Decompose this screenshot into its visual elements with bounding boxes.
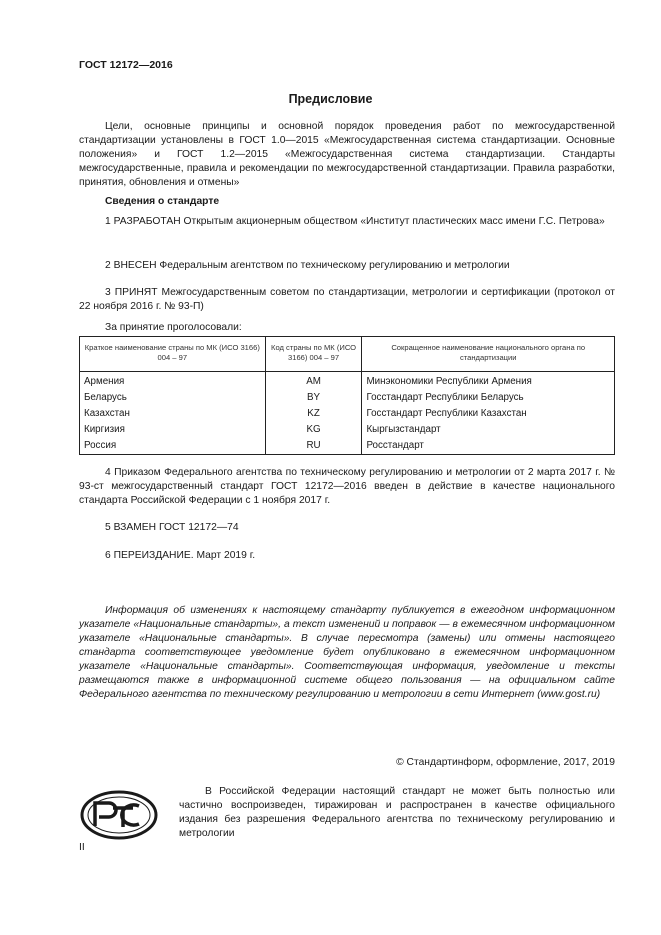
- standards-body: Минэкономики Республики Армения: [362, 372, 615, 391]
- item-introduced: 2 ВНЕСЕН Федеральным агентством по техническому регулированию и метрологии: [105, 260, 510, 271]
- table-row: [80, 390, 615, 406]
- item-reissue: 6 ПЕРЕИЗДАНИЕ. Март 2019 г.: [105, 550, 256, 561]
- header-standards-body: Сокращенное наименование национального органа по стандартизации: [362, 337, 615, 372]
- item-adopted: 3 ПРИНЯТ Межгосударственным советом по стандартизации, метрологии и сертификации (протокол от 22 ноября 2016 г. № 93-П): [79, 287, 615, 312]
- table-row: [80, 372, 615, 391]
- header-country-code: Код страны по МК (ИСО 3166) 004 – 97: [265, 337, 362, 372]
- country-name: Россия: [80, 438, 266, 455]
- item-enacted: 4 Приказом Федерального агентства по техническому регулированию и метрологии от 2 марта 2017 г. № 93-ст межгосударственный стандарт ГОСТ 12172—2016 введен в действие в качестве национального стандарта Российской Федерации с 1 ноября 2017 г.: [79, 467, 615, 506]
- table-row: [80, 422, 615, 438]
- country-name: Казахстан: [80, 406, 266, 422]
- item-developed: 1 РАЗРАБОТАН Открытым акционерным обществом «Институт пластических масс имени Г.С. Петрова»: [105, 216, 605, 227]
- table-row: [80, 438, 615, 455]
- country-code: KG: [265, 422, 362, 438]
- country-name: Армения: [80, 372, 266, 391]
- page-title: Предисловие: [288, 92, 373, 106]
- table-header-row: [80, 337, 615, 372]
- table-row: [80, 406, 615, 422]
- vote-table: [79, 336, 615, 455]
- standards-body: Росстандарт: [362, 438, 615, 455]
- page-number: II: [79, 842, 85, 853]
- standards-body: Госстандарт Республики Казахстан: [362, 406, 615, 422]
- rst-certification-logo: [79, 789, 159, 841]
- country-name: Киргизия: [80, 422, 266, 438]
- country-code: BY: [265, 390, 362, 406]
- document-code: ГОСТ 12172—2016: [79, 59, 173, 71]
- standards-body: Кыргызстандарт: [362, 422, 615, 438]
- country-code: AM: [265, 372, 362, 391]
- notice-paragraph: Информация об изменениях к настоящему стандарту публикуется в ежегодном информационном указателе «Национальные стандарты», а текст изменений и поправок — в ежемесячном информационном указателе «Национальные стандарты». В случае пересмотра (замены) или отмены настоящего стандарта соответствующее уведомление будет опубликовано в ежемесячном информационном указателе «Национальные стандарты». Соответствующая информация, уведомление и тексты размещаются также в информационной системе общего пользования — на официальном сайте Федерального агентства по техническому регулированию и метрологии в сети Интернет (www.gost.ru): [79, 605, 615, 700]
- country-code: RU: [265, 438, 362, 455]
- item-replaces: 5 ВЗАМЕН ГОСТ 12172—74: [105, 522, 239, 533]
- header-country-name: Краткое наименование страны по МК (ИСО 3166) 004 – 97: [80, 337, 266, 372]
- country-code: KZ: [265, 406, 362, 422]
- country-name: Беларусь: [80, 390, 266, 406]
- vote-caption: За принятие проголосовали:: [105, 322, 242, 333]
- rights-paragraph: В Российской Федерации настоящий стандарт не может быть полностью или частично воспроизведен, тиражирован и распространен в качестве официального издания без разрешения Федерального агентства по техническому регулированию и метрологии: [179, 786, 615, 839]
- standards-body: Госстандарт Республики Беларусь: [362, 390, 615, 406]
- copyright: © Стандартинформ, оформление, 2017, 2019: [396, 757, 615, 768]
- intro-paragraph: Цели, основные принципы и основной порядок проведения работ по межгосударственной стандартизации установлены в ГОСТ 1.0—2015 «Межгосударственная система стандартизации. Основные положения» и ГОСТ 1.2—2015 «Межгосударственная система стандартизации. Стандарты межгосударственные, правила и рекомендации по межгосударственной стандартизации. Правила разработки, принятия, обновления и отмены»: [79, 121, 615, 188]
- info-heading: Сведения о стандарте: [105, 196, 220, 207]
